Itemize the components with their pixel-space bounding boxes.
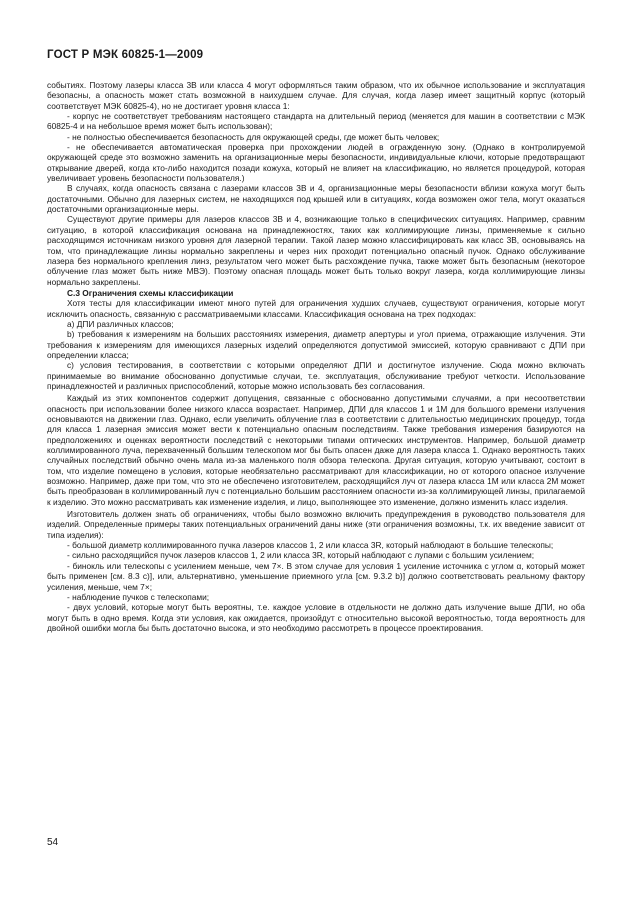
- paragraph: Каждый из этих компонентов содержит допущения, связанные с обоснованно допустимыми случаями, а при несоответствии опасность при использовании более низкого класса возрастает. Например, ДПИ для классов 1 и 1М для большого времени излучения основываются на движении глаз. Однако, если увеличить облучение глаз в соответствии с длительностью медицинских процедур, тогда для класса 1 лазерная эмиссия может вести к потенциально опасным последствиям. Также требования измерения базируются на предположениях и оценках вероятности последствий с некоторыми типами оптических инструментов. Например, большой диаметр коллимированного луча, перехваченный большим телескопом мог бы быть опасен даже для лазера класса 1. Однако вероятность таких случайных последствий обычно очень мала из-за маленького поля обзора телескопа. Другая ситуация, которую учитывают, состоит в том, что изделие помещено в условия, которые необязательно рассматривают для классификации, но от которого опасное излучение возможно. Например, даже при том, что это не обеспечено изготовителем, расходящийся луч от лазера класса 1М или класса 2М может быть преобразован в коллимированный луч с потенциально большим расстоянием опасности из-за коллимирующей линзы, прилагаемой к изделию. Это можно рассматривать как изменение изделия, и лицо, выполняющее это изменение, должно изменить класс изделия.: [47, 393, 585, 507]
- list-item: - не полностью обеспечивается безопасность для окружающей среды, где может быть человек;: [67, 131, 440, 142]
- paragraph: Существуют другие примеры для лазеров классов 3В и 4, возникающие только в специфических ситуациях. Например, сравним ситуацию, в которой классификация основана на принадлежностях, таких как коллимирующие линзы, применяемые к сильно расходящимся источникам низкого уровня для лазерной терапии. Такой лазер можно классифицировать как класс 3В, основываясь на том, что принадлежащие линзы нормально закреплены и через них проходит потенциально опасный пучок. Однако обслуживание лазера без нормального крепления линз, результатом чего может быть расхождение пучка, также может быть безопасным (некоторое облучение глаз может быть ниже МВЭ). Поэтому опасная площадь может быть только вокруг лазера, когда коллимирующие линзы нормально закреплены.: [47, 214, 585, 287]
- page-number: 54: [47, 837, 59, 848]
- list-item: с) условия тестирования, в соответствии с которыми определяют ДПИ и достигнутое излучение. Сюда можно включать принимаемые во внимание обоснованно допустимые случаи, т.е. эксплуатация, обслуживание требуют четкости. Использование принадлежностей и различных приспособлений, которые можно использовать без согласования.: [47, 360, 585, 391]
- paragraph: Хотя тесты для классификации имеют много путей для ограничения худших случаев, существуют ограничения, которые могут исключить опасность, связанную с рассматриваемыми классами. Классификация основана на трех подходах:: [47, 298, 585, 319]
- list-item: - наблюдение пучков с телескопами;: [67, 591, 210, 602]
- list-item: - сильно расходящийся пучок лазеров классов 1, 2 или класса 3R, который наблюдают с лупами с большим усилением;: [67, 550, 535, 561]
- list-item: - большой диаметр коллимированного пучка лазеров классов 1, 2 или класса 3R, который наблюдают в большие телескопы;: [67, 540, 554, 551]
- list-item: а) ДПИ различных классов;: [67, 318, 174, 329]
- paragraph: Изготовитель должен знать об ограничениях, чтобы было возможно включить предупреждения в руководство пользователя для изделий. Определенные примеры таких потенциальных ограничений даны ниже (эти ограничения возможны, т.к. их введение зависит от типа изделия):: [47, 509, 585, 540]
- list-item: b) требования к измерениям на больших расстояниях измерения, диаметр апертуры и угол приема, отражающие излучения. Эти требования к измерениям для имеющихся лазерных изделий определяются допустимой эмиссией, которую сравнивают с ДПИ при определении класса;: [47, 329, 585, 360]
- paragraph: событиях. Поэтому лазеры класса 3В или класса 4 могут оформляться таким образом, что их обычное использование и эксплуатация безопасны, а опасность может стать возможной в наихудшем случае. Для случая, когда лазер имеет защитный корпус (который соответствует МЭК 60825-4), но не достигает уровня класса 1:: [47, 80, 585, 111]
- list-item: - не обеспечивается автоматическая проверка при прохождении людей в огражденную зону. (Однако в контролируемой окружающей среде это возможно заменить на организационные меры безопасности, индивидуальные ключи, которые предотвращают открывание дверей, когда кто-либо находится позади кожуха, который не влияет на классификацию, но является процедурой, которая увеличивает уровень безопасности пользователя.): [47, 142, 585, 184]
- list-item: - двух условий, которые могут быть вероятны, т.е. каждое условие в отдельности не должно дать излучение выше ДПИ, но оба могут быть в одно время. Когда эти условия, как ожидается, произойдут с относительно высокой вероятностью, тогда вероятность для двойной ошибки могла бы быть достаточно высока, и это необходимо рассмотреть в процессе проектирования.: [47, 602, 585, 633]
- list-item: - корпус не соответствует требованиям настоящего стандарта на длительный период (меняется для машин в соответствии с МЭК 60825-4 и на небольшое время может быть использован);: [47, 111, 585, 132]
- paragraph: В случаях, когда опасность связана с лазерами классов 3В и 4, организационные меры безопасности вблизи кожуха могут быть достаточными. Обычно для лазерных систем, не находящихся под крышей или в ситуациях, когда возможен ожог тела, могут оказаться достаточными организационные меры.: [47, 183, 585, 215]
- section-heading: C.3 Ограничения схемы классификации: [67, 287, 234, 298]
- document-header: ГОСТ Р МЭК 60825-1—2009: [47, 49, 204, 61]
- body-text: [47, 80, 585, 633]
- list-item: - бинокль или телескопы с усилением меньше, чем 7×. В этом случае для условия 1 усиление источника с углом α, который может быть применен [см. 8.3 с)], или, альтернативно, уменьшение приемного угла [см. 9.3.2 b)] должно соответствовать реальному фактору усиления, меньше, чем 7×;: [47, 560, 585, 592]
